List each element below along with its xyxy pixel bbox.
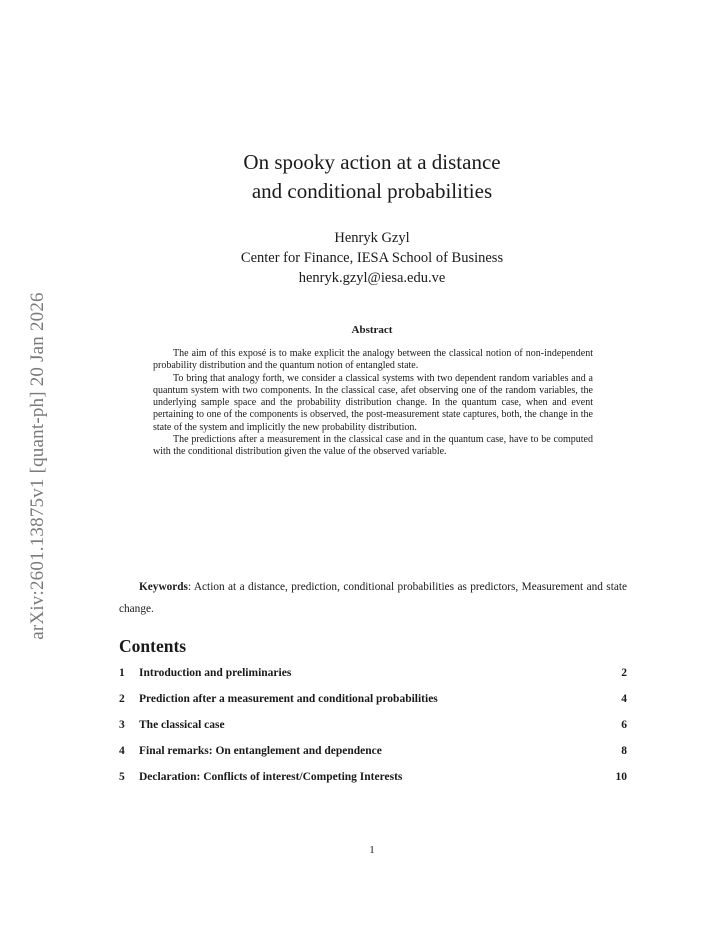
toc-entry-number: 1	[119, 667, 125, 679]
author-affiliation: Center for Finance, IESA School of Business	[240, 250, 504, 266]
author-email: henryk.gzyl@iesa.edu.ve	[298, 270, 446, 286]
toc-entry-title: Final remarks: On entanglement and dependence	[139, 745, 382, 757]
abstract-paragraph: To bring that analogy forth, we consider a classical systems with two dependent random variables and a quantum system with two components. In the classical case, afet observing one of the random variables, the underlying sample space and the probability distribution change. In the quantum case, when and event pertaining to one of the components is observed, the post-measurement state captures, both, the change in the state of the system and implicitly the new probability distribution.	[153, 372, 593, 433]
toc-entry-page: 10	[615, 771, 627, 783]
page-number: 1	[369, 844, 375, 856]
toc-entry-number: 5	[119, 771, 125, 783]
toc-entry-number: 4	[119, 745, 125, 757]
toc-entry-number: 3	[119, 719, 125, 731]
toc-entry-title: Declaration: Conflicts of interest/Competing Interests	[139, 771, 403, 783]
toc-entry[interactable]	[119, 667, 627, 693]
abstract-paragraph: The aim of this exposé is to make explicit the analogy between the classical notion of non-independent probability distribution and the quantum notion of entangled state.	[153, 348, 593, 372]
author-name: Henryk Gzyl	[334, 230, 410, 246]
toc-entry[interactable]	[119, 719, 627, 745]
toc-entry-page: 8	[621, 745, 627, 757]
keywords-paragraph	[119, 576, 627, 620]
toc-entry-number: 2	[119, 693, 125, 705]
toc-entry-title: Introduction and preliminaries	[139, 667, 292, 679]
toc-entry[interactable]	[119, 745, 627, 771]
author-block	[0, 228, 720, 288]
table-of-contents	[119, 667, 627, 797]
title-line-2: and conditional probabilities	[251, 179, 493, 203]
arxiv-identifier-stamp: arXiv:2601.13875v1 [quant-ph] 20 Jan 2026	[27, 292, 48, 640]
toc-entry[interactable]	[119, 693, 627, 719]
toc-entry-page: 6	[621, 719, 627, 731]
toc-entry-title: Prediction after a measurement and conditional probabilities	[139, 693, 438, 705]
abstract-paragraph: The predictions after a measurement in the classical case and in the quantum case, have to be computed with the conditional distribution given the value of the observed variable.	[153, 434, 593, 458]
toc-entry[interactable]	[119, 771, 627, 797]
title-line-1: On spooky action at a distance	[243, 150, 501, 174]
toc-entry-page: 2	[621, 667, 627, 679]
toc-entry-title: The classical case	[139, 719, 225, 731]
contents-heading: Contents	[119, 636, 187, 656]
toc-entry-page: 4	[621, 693, 627, 705]
abstract-heading: Abstract	[351, 324, 393, 336]
keywords-label: Keywords	[139, 581, 188, 593]
paper-title	[0, 148, 720, 206]
keywords-text: : Action at a distance, prediction, conditional probabilities as predictors, Measurement and state change.	[119, 581, 627, 615]
abstract-body	[153, 348, 593, 459]
